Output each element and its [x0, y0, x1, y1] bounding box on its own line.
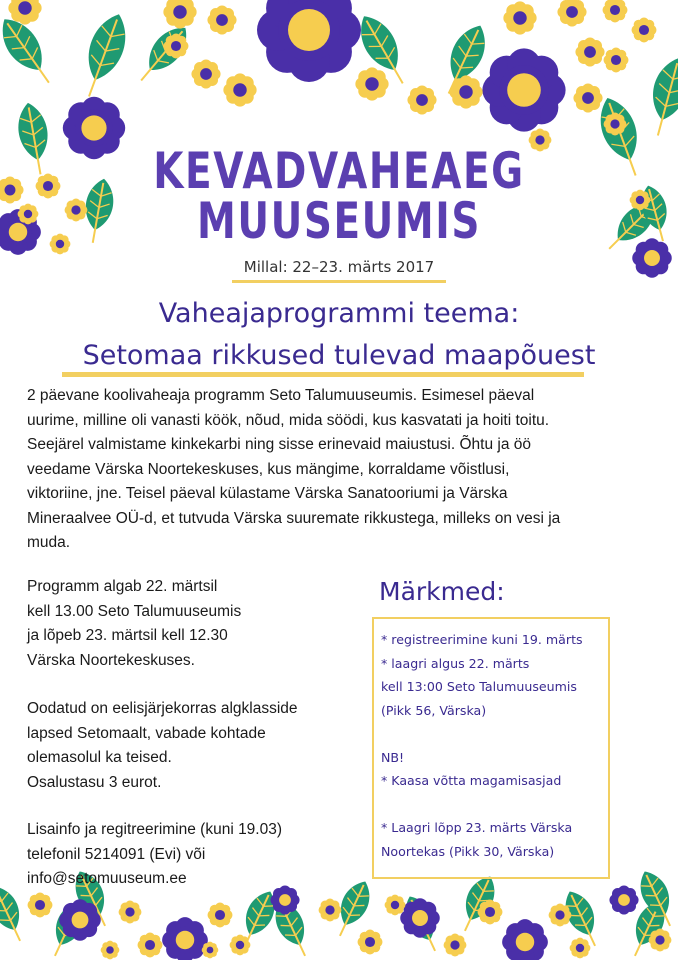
purple-flower-icon	[162, 917, 208, 960]
yellow-flower-icon	[164, 34, 189, 59]
notes-box	[372, 617, 610, 879]
participants-line: lapsed Setomaalt, vabade kohtade	[27, 724, 266, 742]
theme-subtitle: Setomaa rikkused tulevad maapõuest	[82, 340, 596, 371]
yellow-flower-icon	[0, 176, 24, 203]
schedule-line: Programm algab 22. märtsil	[27, 578, 218, 595]
yellow-flower-icon	[603, 0, 628, 22]
yellow-flower-icon	[191, 59, 220, 88]
yellow-flower-icon	[649, 929, 672, 952]
yellow-flower-icon	[549, 904, 572, 927]
contact-line: telefonil 5214091 (Evi) või	[27, 845, 206, 863]
intro-line: viktoriine, jne. Teisel päeval külastame Värska Sanatooriumi ja Värska	[27, 485, 508, 502]
yellow-flower-icon	[202, 942, 219, 959]
purple-flower-icon	[482, 48, 565, 131]
intro-line: 2 päevane koolivaheaja programm Seto Talumuuseumis. Esimesel päeval	[27, 387, 535, 404]
yellow-flower-icon	[101, 941, 120, 960]
leaf-icon	[642, 54, 678, 140]
yellow-flower-icon	[230, 935, 251, 956]
note-line: NB!	[381, 749, 405, 765]
yellow-flower-icon	[358, 930, 383, 955]
yellow-flower-icon	[18, 204, 39, 225]
intro-paragraph	[27, 384, 657, 556]
yellow-flower-icon	[355, 67, 388, 100]
theme-underline	[62, 372, 584, 377]
title-line-2: MUUSEUMIS	[197, 192, 481, 250]
purple-flower-icon	[257, 0, 361, 82]
yellow-flower-icon	[604, 113, 627, 136]
note-line: (Pikk 56, Värska)	[381, 702, 487, 718]
leaf-icon	[74, 9, 135, 103]
yellow-flower-icon	[575, 37, 604, 66]
yellow-flower-icon	[407, 85, 436, 114]
schedule-line: ja lõpeb 23. märtsil kell 12.30	[27, 627, 228, 644]
event-date: Millal: 22–23. märts 2017	[243, 258, 435, 276]
participants-line: Osalustasu 3 eurot.	[27, 773, 162, 791]
notes-title: Märkmed:	[379, 577, 505, 606]
yellow-flower-icon	[50, 234, 71, 255]
program-schedule	[27, 575, 347, 673]
intro-line: uurime, milline oli vanasti köök, nõud, mida söödi, kus kasvatati ja hoiti toitu.	[27, 411, 550, 429]
yellow-flower-icon	[478, 900, 503, 925]
yellow-flower-icon	[163, 0, 196, 29]
purple-flower-icon	[400, 898, 440, 938]
yellow-flower-icon	[223, 73, 256, 106]
contact-info	[27, 818, 347, 892]
contact-line: Lisainfo ja regitreerimine (kuni 19.03)	[27, 821, 283, 838]
yellow-flower-icon	[28, 893, 53, 918]
intro-line: veedame Värska Noortekeskuses, kus mängime, korraldame võistlusi,	[27, 460, 510, 478]
yellow-flower-icon	[138, 933, 163, 958]
yellow-flower-icon	[444, 934, 467, 957]
purple-flower-icon	[59, 899, 101, 941]
note-line: * registreerimine kuni 19. märts	[381, 632, 583, 647]
yellow-flower-icon	[208, 903, 233, 928]
yellow-flower-icon	[503, 1, 536, 34]
schedule-line: kell 13.00 Seto Talumuuseumis	[27, 602, 242, 620]
yellow-flower-icon	[630, 190, 651, 211]
participants-line: Oodatud on eelisjärjekorras algklasside	[27, 700, 298, 717]
intro-line: muda.	[27, 534, 71, 551]
note-line: * Laagri lõpp 23. märts Värska	[381, 820, 573, 835]
theme-heading: Vaheajaprogrammi teema:	[158, 298, 520, 329]
yellow-flower-icon	[573, 83, 602, 112]
schedule-line: Värska Noortekeskuses.	[27, 651, 195, 669]
yellow-flower-icon	[632, 18, 657, 43]
yellow-flower-icon	[449, 75, 482, 108]
yellow-flower-icon	[570, 938, 591, 959]
purple-flower-icon	[502, 919, 548, 960]
title-line-1: KEVADVAHEAEG	[153, 142, 525, 200]
note-spacer	[381, 793, 602, 817]
note-line: kell 13:00 Seto Talumuuseumis	[381, 679, 577, 694]
date-underline	[232, 280, 446, 283]
participants-info	[27, 697, 347, 795]
yellow-flower-icon	[207, 5, 236, 34]
note-line: * laagri algus 22. märts	[381, 655, 530, 671]
note-spacer	[381, 722, 602, 746]
yellow-flower-icon	[319, 899, 342, 922]
intro-line: Seejärel valmistame kinkekarbi ning sisse erinevaid maiustusi. Õhtu ja öö	[27, 436, 531, 453]
leaf-icon	[131, 19, 196, 89]
yellow-flower-icon	[119, 901, 142, 924]
leaf-icon	[0, 11, 61, 92]
intro-line: Mineraalvee OÜ-d, et tutvuda Värska suuremate rikkustega, milleks on vesi ja	[27, 509, 561, 527]
note-line: Noortekas (Pikk 30, Värska)	[381, 843, 555, 859]
note-line: * Kaasa võtta magamisasjad	[381, 773, 562, 788]
contact-email: info@setomuuseum.ee	[27, 870, 187, 887]
purple-flower-icon	[609, 885, 638, 914]
yellow-flower-icon	[557, 0, 586, 27]
leaf-icon	[14, 100, 55, 176]
yellow-flower-icon	[36, 174, 61, 199]
yellow-flower-icon	[385, 895, 406, 916]
participants-line: olemasolul ka teised.	[27, 749, 172, 766]
yellow-flower-icon	[604, 48, 629, 73]
